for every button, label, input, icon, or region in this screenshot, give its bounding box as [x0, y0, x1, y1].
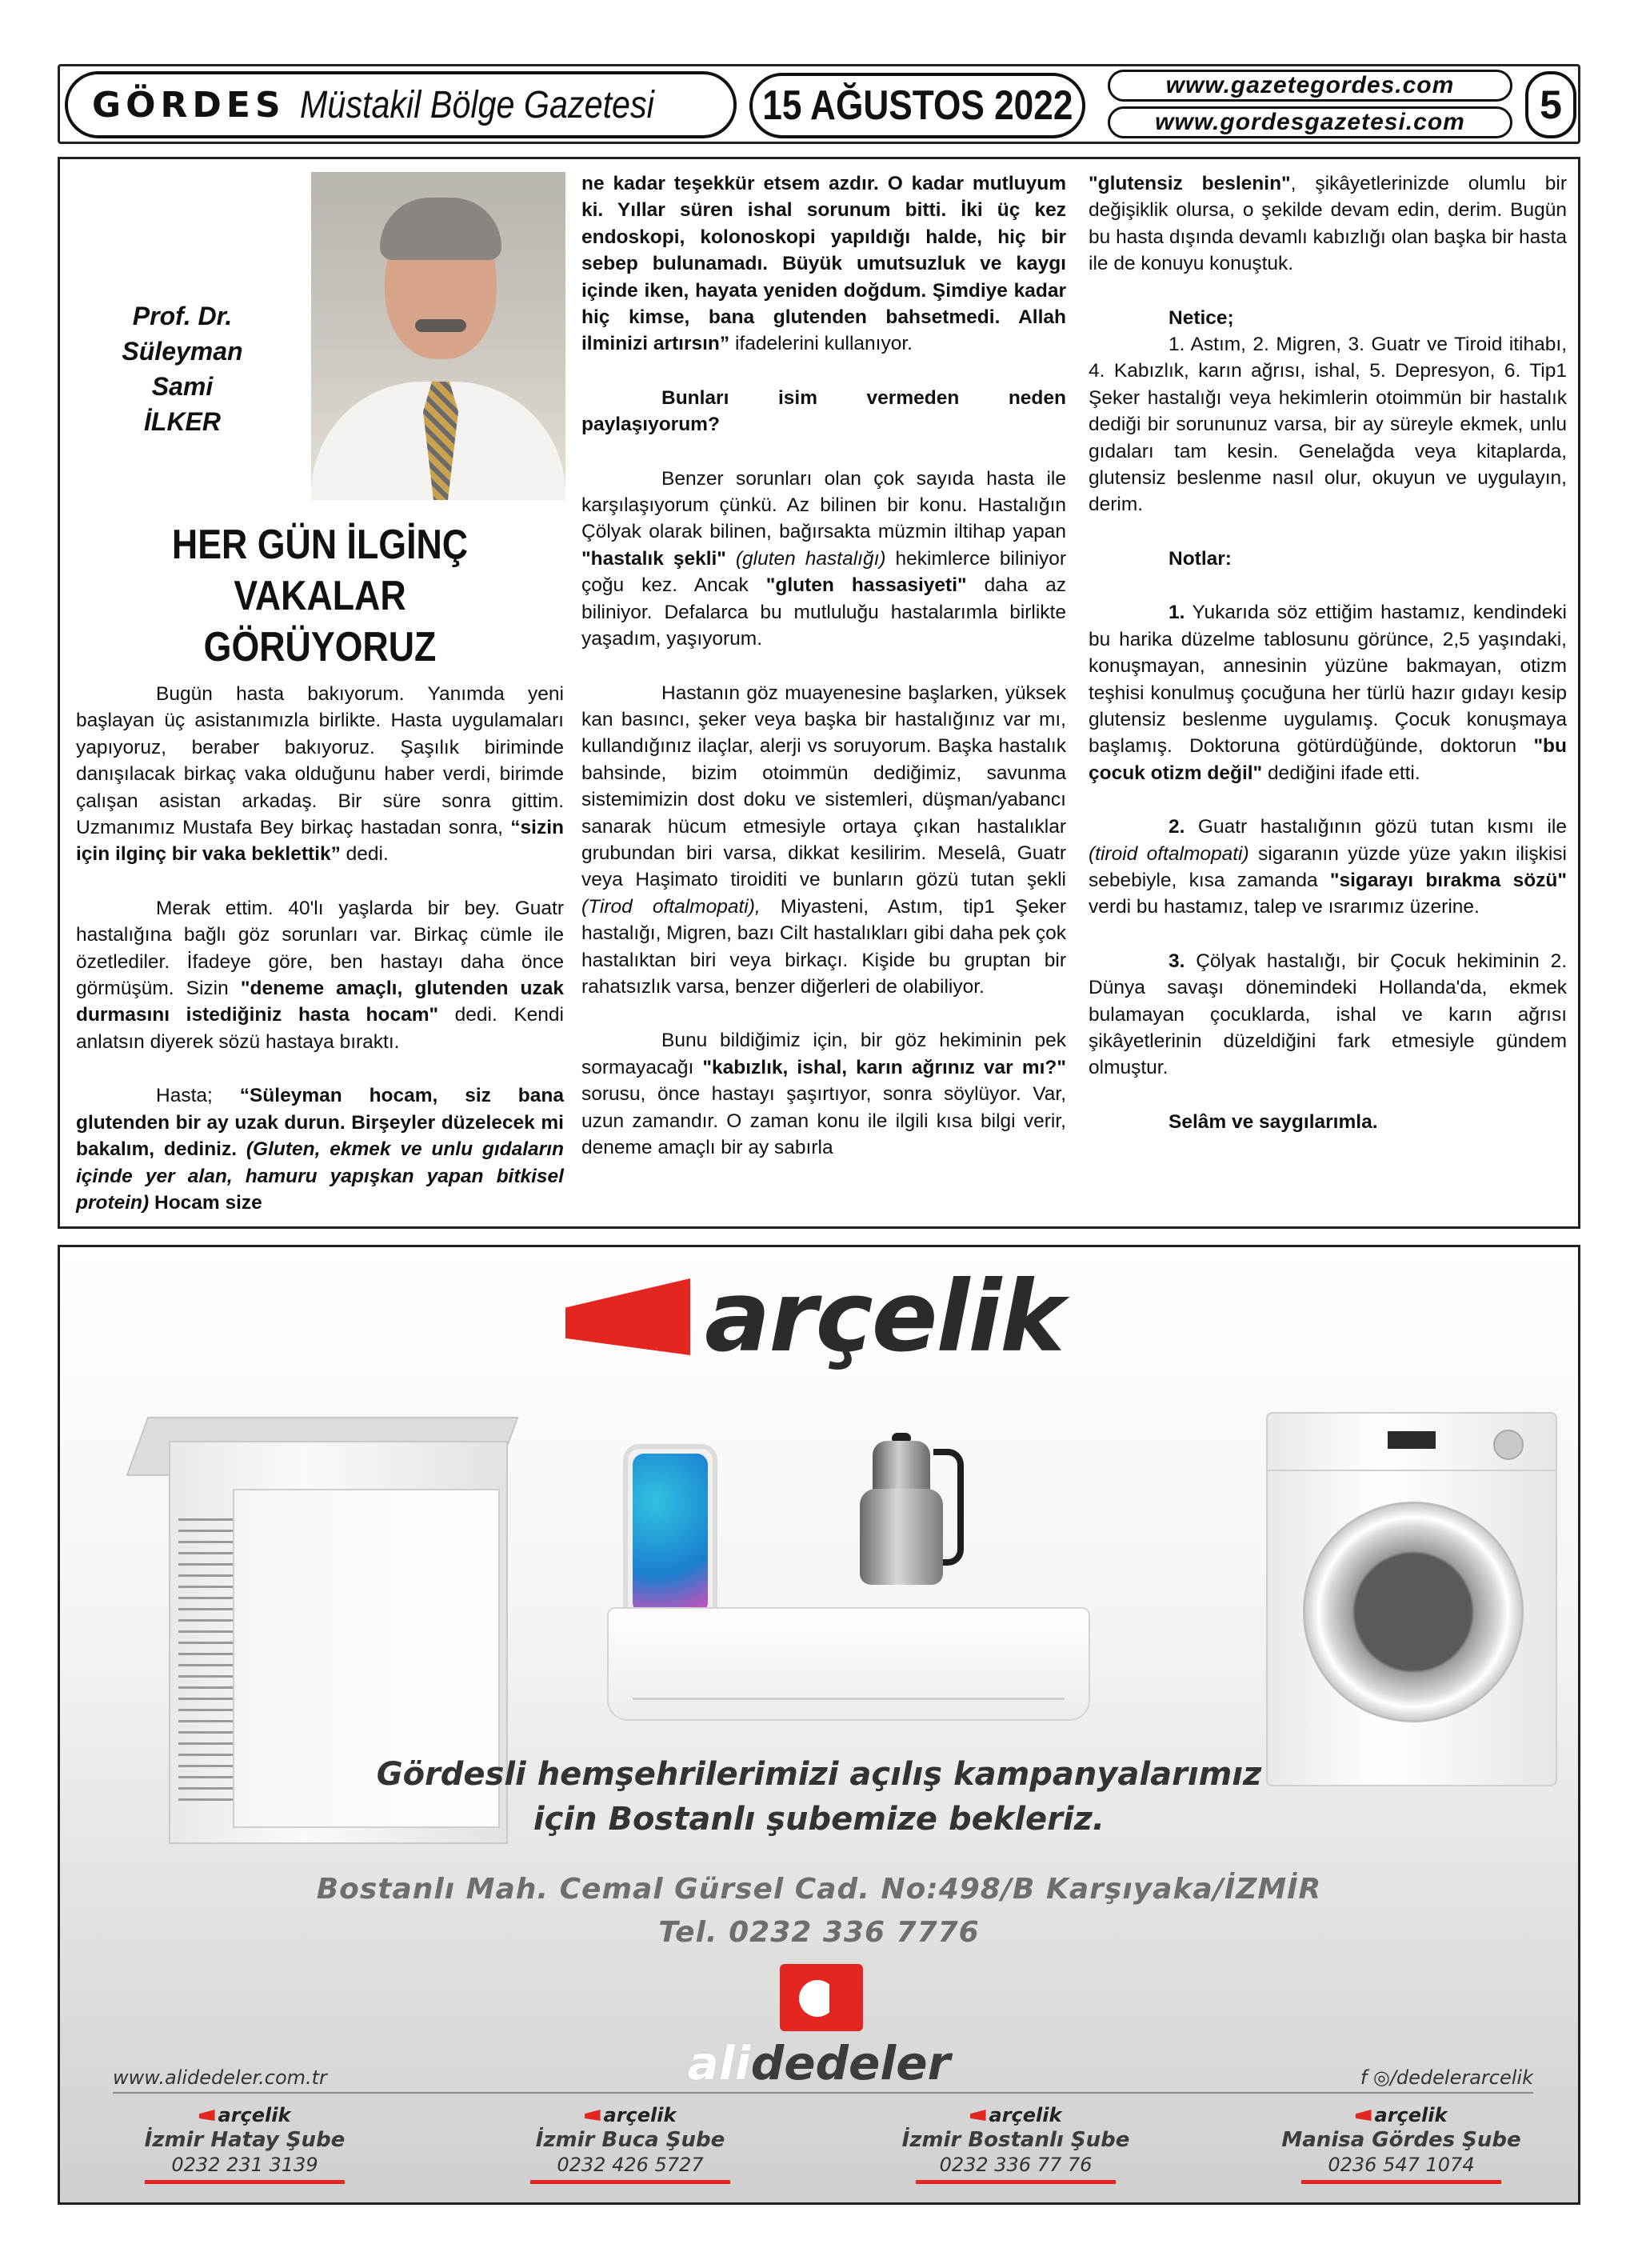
branch-brand: arçelik — [603, 2104, 677, 2126]
headline-line-2: GÖRÜYORUZ — [203, 624, 437, 670]
author-block — [76, 172, 564, 503]
issue-date: 15 AĞUSTOS 2022 — [761, 82, 1073, 129]
article-column-1 — [76, 172, 564, 1216]
paragraph: Bunu bildiğimiz için, bir göz hekiminin pek sormayacağı "kabızlık, ishal, karın ağrınız var mı?" sorusu, önce hastayı şaşırtıyor, sonra söylüyor. Var, uzun zamandır. O zaman konu ile ilgili kısa bilgi verir, deneme amaçlı bir ay sabırla — [581, 1030, 1066, 1158]
store-address: Bostanlı Mah. Cemal Gürsel Cad. No:498/B Karşıyaka/İZMİR — [316, 1873, 1322, 1906]
website-box-2 — [1108, 106, 1512, 138]
branch-phone: 0232 231 3139 — [171, 2154, 318, 2176]
newspaper-header — [58, 64, 1580, 144]
author-photo — [311, 172, 565, 500]
closing: Selâm ve saygılarımla. — [1169, 1110, 1378, 1133]
website-2[interactable]: www.gordesgazetesi.com — [1155, 109, 1465, 135]
ad-slogan-line-2: için Bostanlı şubemize bekleriz. — [533, 1801, 1105, 1838]
newspaper-name: GÖRDES — [92, 84, 286, 126]
subheading: Bunları isim vermeden neden paylaşıyorum? — [581, 386, 1066, 436]
paragraph: Merak ettim. 40'lı yaşlarda bir bey. Guatr hastalığına bağlı göz sorunları var. Birkaç cümle ile özetlediler. İfadeye göre, ben hastayı daha önce görmüşüm. Sizin "deneme amaçlı, glutenden uzak durmasını istediğiniz hasta hocam" dedi. Kendi anlatsın diyerek sözü hastaya bıraktı. — [76, 897, 564, 1053]
newspaper-subtitle: Müstakil Bölge Gazetesi — [299, 83, 654, 126]
subheading: Notlar: — [1169, 547, 1232, 570]
store-phone: Tel. 0232 336 7776 — [658, 1916, 980, 1949]
arcelik-wordmark: arçelik — [705, 1260, 1064, 1374]
paragraph: 3. Çölyak hastalığı, bir Çocuk hekiminin 2. Dünya savaşı dönemindeki Hollanda'da, ekmek bulamayan çocuklarda, ishal ve karın ağrısı şikâyetlerinin düzeldiğini fark etmesiyle gündem olmuştur. — [1089, 950, 1567, 1079]
paragraph: 1. Astım, 2. Migren, 3. Guatr ve Tiroid itihabı, 4. Kabızlık, karın ağrısı, ishal, 5. Depresyon, 6. Tip1 Şeker hastalığı veya hekimlerin otoimmün bir hastalık dediği bir sorununuz varsa, bir ay süreyle ekmek, unlu gıdaları tam kesin. Genelağda veya kitaplarda, glutensiz beslenme nasıl olur, okuyun ve uygulayın, derim. — [1089, 334, 1567, 516]
page-number: 5 — [1540, 82, 1562, 127]
branch-item — [884, 2103, 1148, 2191]
paragraph: Hasta; “Süleyman hocam, siz bana glutenden bir ay uzak durun. Birşeyler düzelecek mi bakalım, dediniz. (Gluten, ekmek ve unlu gıdaların içinde yer alan, hamuru yapışkan yapan bitkisel protein) Hocam size — [76, 1085, 564, 1214]
branch-item — [498, 2103, 762, 2191]
masthead — [65, 71, 737, 138]
article-headline — [110, 519, 530, 673]
ad-slogan-line-1: Gördesli hemşehrilerimizi açılış kampanyalarımız — [376, 1756, 1262, 1793]
divider — [113, 2092, 1533, 2094]
arcelik-mark-icon — [199, 2110, 215, 2121]
branch-name: Manisa Gördes Şube — [1281, 2128, 1521, 2152]
arcelik-mark-icon — [970, 2110, 986, 2121]
dealer-name: alidedeler — [687, 2036, 951, 2090]
smartphone-image — [623, 1444, 717, 1623]
alidedeler-logo-icon — [780, 1964, 863, 2031]
paragraph: 2. Guatr hastalığının gözü tutan kısmı ile (tiroid oftalmopati) sigaranın yüzde yüze yakın ilişkisi sebebiyle, kısa zamanda "sigarayı bırakma sözü" verdi bu hastamız, talep ve ısrarımız üzerine. — [1089, 816, 1567, 918]
paragraph: ne kadar teşekkür etsem azdır. O kadar mutluyum ki. Yıllar süren ishal sorunum bitti. İki üç kez endoskopi, kolonoskopi yapıldığı halde, hiç bir sebep bulunamadı. Büyük umutsuzluk ve kaygı içinde iken, hayata yeniden doğdum. Şimdiye kadar hiç kimse, bana glutenden bahsetmedi. Allah ilminizi artırsın” ifadelerini kullanıyor. — [581, 173, 1066, 355]
arcelik-logo — [565, 1260, 1063, 1374]
paragraph: Benzer sorunları olan çok sayıda hasta ile karşılaşıyorum çünkü. Az bilinen bir konu. Hastalığın Çölyak olarak bilinen, bağırsakta müzmin iltihap yapan "hastalık şekli" (gluten hastalığı) hekimlerce biliniyor çoğu kez. Ancak "gluten hassasiyeti" daha az biliniyor. Defalarca bu mutluluğu hastalarımla birlikte yaşadım, yaşıyorum. — [581, 467, 1066, 650]
branch-phone: 0236 547 1074 — [1328, 2154, 1475, 2176]
article-column-3 — [1089, 170, 1567, 1135]
page-number-box — [1525, 71, 1576, 138]
arcelik-mark-icon — [1356, 2110, 1372, 2121]
article — [58, 157, 1580, 1229]
branch-name: İzmir Buca Şube — [535, 2128, 725, 2152]
branch-phone: 0232 426 5727 — [557, 2154, 704, 2176]
branch-list — [113, 2103, 1533, 2191]
dealer-website[interactable]: www.alidedeler.com.tr — [113, 2066, 327, 2089]
author-title: Prof. Dr. — [132, 302, 233, 330]
washing-machine-image — [1266, 1412, 1557, 1786]
issue-date-box — [749, 73, 1085, 138]
paragraph: Bugün hasta bakıyorum. Yanımda yeni başlayan üç asistanımızla birlikte. Hasta uygulamaları yapıyoruz, beraber bakıyoruz. Şaşılık biriminde danışılacak birkaç vaka olduğunu haber verdi, birimde çalışan asistan arkadaş. Bir süre sonra gittim. Uzmanımız Mustafa Bey birkaç hastadan sonra, “sizin için ilginç bir vaka beklettik” dedi. — [76, 683, 564, 866]
dealer-social-handle[interactable]: f ◎/dedelerarcelik — [1360, 2066, 1533, 2089]
branch-name: İzmir Hatay Şube — [144, 2128, 346, 2152]
air-conditioner-image — [607, 1607, 1090, 1721]
branch-brand: arçelik — [1374, 2104, 1448, 2126]
branch-item — [113, 2103, 377, 2191]
author-surname: İLKER — [144, 407, 221, 436]
arcelik-mark-icon — [565, 1278, 690, 1355]
paragraph: 1. Yukarıda söz ettiğim hastamız, kendindeki bu harika düzelme tablosunu görünce, 2,5 yaşındaki, konuşmayan, annesinin yüzüne bakmayan, otizm teşhisi konulmuş çocuğuna her türlü hazır gıdayı kesip glutensiz beslenme uygulamış. Çocuk konuşmaya başlamış. Doktoruna götürdüğünde, doktorun "bu çocuk otizm değil" dediğini ifade etti. — [1089, 602, 1567, 784]
branch-item — [1269, 2103, 1533, 2191]
arcelik-mark-icon — [585, 2110, 601, 2121]
paragraph: Hastanın göz muayenesine başlarken, yüksek kan basıncı, şeker veya başka bir hastalığınız var mı, kullandığınız ilaçlar, alerji vs soruyorum. Başka hastalık bahsinde, bizim otoimmün dediğimiz, savunma sistemimizin dost doku ve sistemleri, düşman/yabancı sanarak hücum etmesiyle ortaya çıkan hastalıklar grubundan biri varsa, dikkat kesilirim. Meselâ, Guatr veya Haşimato tiroiditi ve bunların gözü tutan şekli (Tirod oftalmopati), Miyasteni, Astım, tip1 Şeker hastalığı, Migren, bazı Cilt hastalıkları gibi daha pek çok hastalıktan biri veya birkaçı. Kişide bu gruptan bir rahatsızlık varsa, benzer diğerleri de olabiliyor. — [581, 682, 1067, 998]
website-1[interactable]: www.gazetegordes.com — [1165, 72, 1455, 98]
branch-phone: 0232 336 77 76 — [939, 2154, 1093, 2176]
article-column-2 — [581, 170, 1066, 1161]
author-first-name: Süleyman Sami — [122, 337, 243, 401]
branch-brand: arçelik — [218, 2104, 291, 2126]
headline-line-1: HER GÜN İLGİNÇ VAKALAR — [171, 522, 469, 619]
author-name — [90, 298, 274, 439]
advertisement[interactable] — [58, 1245, 1580, 2205]
branch-name: İzmir Bostanlı Şube — [901, 2128, 1130, 2152]
branch-brand: arçelik — [989, 2104, 1062, 2126]
subheading: Netice; — [1169, 306, 1234, 329]
tea-kettle-image — [845, 1433, 957, 1585]
website-box-1 — [1108, 70, 1512, 102]
paragraph: "glutensiz beslenin", şikâyetlerinizde olumlu bir değişiklik olursa, o şekilde devam edin, derim. Bugün bu hasta dışında devamlı kabızlığı olan başka bir hasta ile de konuyu konuştuk. — [1089, 173, 1567, 275]
